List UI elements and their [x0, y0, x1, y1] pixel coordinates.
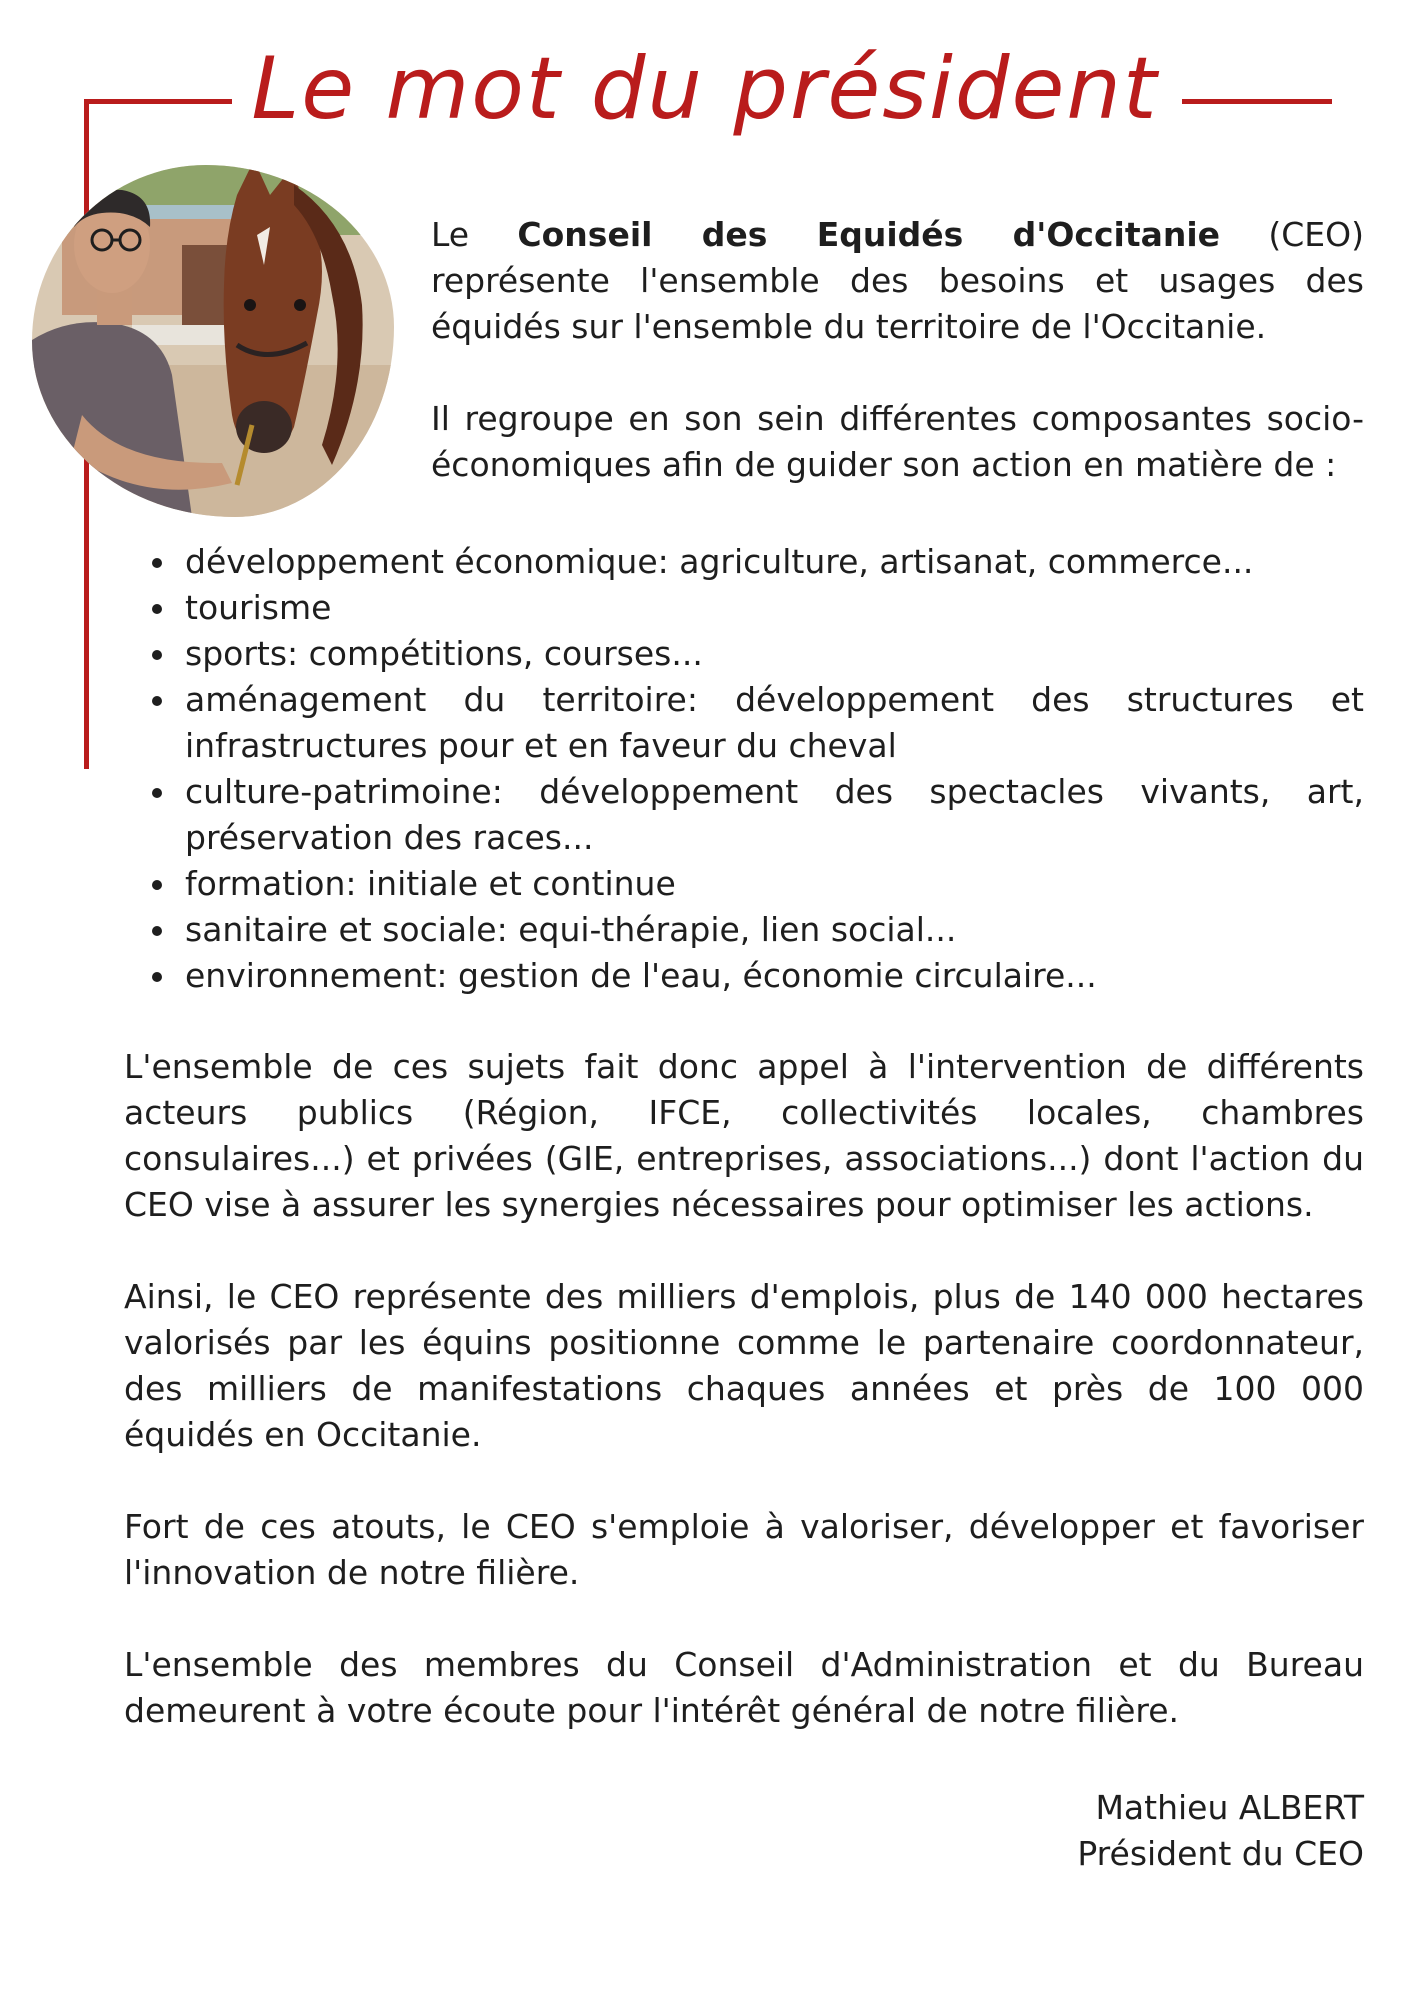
- list-item: développement économique: agriculture, artisanat, commerce...: [185, 539, 1364, 585]
- body-paragraph: L'ensemble de ces sujets fait donc appel à l'intervention de différents acteurs publics (Région, IFCE, collectivités locales, chambres consulaires...) et privées (GIE, entreprises, associations...) dont l'action du CEO vise à assurer les synergies nécessaires pour optimiser les actions.: [124, 1047, 1364, 1224]
- intro-text: [431, 212, 1364, 488]
- frame-line-top-right: [1182, 99, 1332, 104]
- intro-paragraph-1: [431, 212, 1364, 350]
- list-item: culture-patrimoine: développement des spectacles vivants, art, préservation des races...: [185, 769, 1364, 861]
- list-item: tourisme: [185, 585, 1364, 631]
- page-title: Le mot du président: [251, 39, 1159, 139]
- signature-block: [1077, 1785, 1364, 1877]
- activity-list: [185, 539, 1364, 999]
- list-item: formation: initiale et continue: [185, 861, 1364, 907]
- body-paragraph: Ainsi, le CEO représente des milliers d'emplois, plus de 140 000 hectares valorisés par les équins positionne comme le partenaire coordonnateur, des milliers de manifestations chaques années et près de 100 000 équidés en Occitanie.: [124, 1277, 1364, 1454]
- intro-text-start: Le: [431, 215, 518, 254]
- body-paragraph: Fort de ces atouts, le CEO s'emploie à valoriser, développer et favoriser l'innovation de notre filière.: [124, 1507, 1364, 1592]
- frame-line-top-left: [84, 99, 232, 104]
- signature-name: Mathieu ALBERT: [1095, 1788, 1364, 1827]
- body-text: [124, 1044, 1364, 1734]
- body-paragraph: L'ensemble des membres du Conseil d'Administration et du Bureau demeurent à votre écoute pour l'intérêt général de notre filière.: [124, 1645, 1364, 1730]
- list-item: environnement: gestion de l'eau, économie circulaire...: [185, 953, 1364, 999]
- signature-role: Président du CEO: [1077, 1834, 1364, 1873]
- intro-text-end: (CEO) représente l'ensemble des besoins et usages des équidés sur l'ensemble du territoire de l'Occitanie.: [431, 215, 1364, 346]
- organization-name: Conseil des Equidés d'Occitanie: [517, 215, 1221, 254]
- intro-paragraph-2: Il regroupe en son sein différentes composantes socio-économiques afin de guider son action en matière de :: [431, 399, 1364, 484]
- list-item: aménagement du territoire: développement des structures et infrastructures pour et en faveur du cheval: [185, 677, 1364, 769]
- list-item: sports: compétitions, courses...: [185, 631, 1364, 677]
- list-item: sanitaire et sociale: equi-thérapie, lien social...: [185, 907, 1364, 953]
